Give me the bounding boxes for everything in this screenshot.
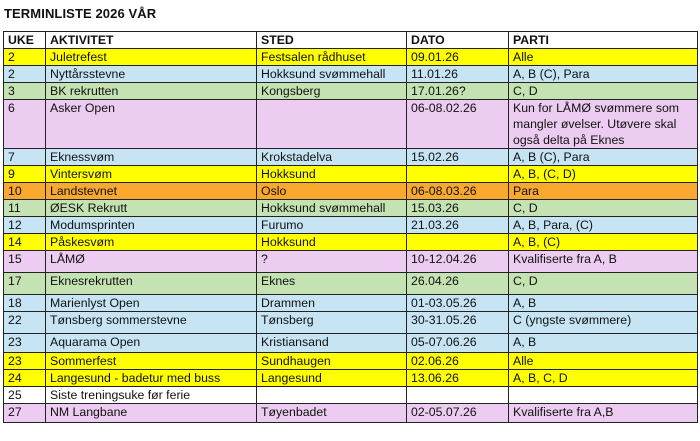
cell-sted: Hokksund (257, 166, 407, 183)
cell-parti: A, B (C), Para (509, 149, 698, 166)
cell-parti: A, B, Para, (C) (509, 217, 698, 234)
cell-aktivitet: Tønsberg sommerstevne (46, 312, 257, 334)
cell-uke: 22 (4, 312, 46, 334)
cell-dato: 26.04.26 (407, 273, 509, 295)
table-row (4, 66, 698, 83)
header-aktivitet: AKTIVITET (46, 32, 257, 49)
cell-dato: 17.01.26? (407, 83, 509, 100)
cell-parti: A, B (C), Para (509, 66, 698, 83)
cell-parti: Kvalifiserte fra A, B (509, 251, 698, 273)
cell-aktivitet: Siste treningsuke før ferie (46, 387, 257, 404)
cell-parti: C, D (509, 83, 698, 100)
cell-dato: 13.06.26 (407, 370, 509, 387)
table-row (4, 273, 698, 295)
cell-sted (257, 100, 407, 149)
cell-uke: 11 (4, 200, 46, 217)
cell-aktivitet: Eknessvøm (46, 149, 257, 166)
cell-sted: Hokksund (257, 234, 407, 251)
cell-parti (509, 387, 698, 404)
cell-uke: 9 (4, 166, 46, 183)
cell-parti: A, B (509, 295, 698, 312)
cell-dato (407, 166, 509, 183)
cell-aktivitet: LÅMØ (46, 251, 257, 273)
cell-sted: Langesund (257, 370, 407, 387)
cell-uke: 14 (4, 234, 46, 251)
cell-sted: Tønsberg (257, 312, 407, 334)
cell-dato: 01-03.05.26 (407, 295, 509, 312)
cell-aktivitet: Eknesrekrutten (46, 273, 257, 295)
cell-sted: Krokstadelva (257, 149, 407, 166)
table-row (4, 166, 698, 183)
cell-uke: 23 (4, 334, 46, 353)
cell-uke: 2 (4, 49, 46, 66)
cell-aktivitet: ØESK Rekrutt (46, 200, 257, 217)
cell-aktivitet: Landstevnet (46, 183, 257, 200)
cell-parti: A, B (509, 334, 698, 353)
cell-aktivitet: Nyttårsstevne (46, 66, 257, 83)
cell-sted: Kristiansand (257, 334, 407, 353)
table-row (4, 183, 698, 200)
cell-sted: Hokksund svømmehall (257, 200, 407, 217)
cell-aktivitet: Modumsprinten (46, 217, 257, 234)
cell-uke: 25 (4, 387, 46, 404)
cell-parti: Alle (509, 49, 698, 66)
cell-aktivitet: Påskesvøm (46, 234, 257, 251)
schedule-table (3, 31, 698, 423)
table-row (4, 234, 698, 251)
table-row (4, 100, 698, 149)
cell-parti: C, D (509, 200, 698, 217)
table-row (4, 217, 698, 234)
cell-parti: A, B, (C, D) (509, 166, 698, 183)
table-row (4, 251, 698, 273)
cell-dato: 09.01.26 (407, 49, 509, 66)
table-row (4, 387, 698, 404)
table-row (4, 353, 698, 370)
cell-aktivitet: NM Langbane (46, 404, 257, 423)
cell-sted: Hokksund svømmehall (257, 66, 407, 83)
cell-sted: Drammen (257, 295, 407, 312)
table-row (4, 334, 698, 353)
page-title: TERMINLISTE 2026 VÅR (4, 6, 157, 21)
cell-uke: 17 (4, 273, 46, 295)
cell-uke: 12 (4, 217, 46, 234)
cell-uke: 27 (4, 404, 46, 423)
cell-aktivitet: Sommerfest (46, 353, 257, 370)
cell-sted: Tøyenbadet (257, 404, 407, 423)
header-parti: PARTI (509, 32, 698, 49)
cell-parti: C (yngste svømmere) (509, 312, 698, 334)
table-row (4, 200, 698, 217)
cell-sted (257, 387, 407, 404)
table-row (4, 149, 698, 166)
table-row (4, 312, 698, 334)
cell-sted: ? (257, 251, 407, 273)
cell-uke: 3 (4, 83, 46, 100)
table-row (4, 370, 698, 387)
cell-aktivitet: Marienlyst Open (46, 295, 257, 312)
cell-aktivitet: Vintersvøm (46, 166, 257, 183)
cell-uke: 2 (4, 66, 46, 83)
cell-uke: 23 (4, 353, 46, 370)
table-header-row (4, 32, 698, 49)
cell-dato: 06-08.02.26 (407, 100, 509, 149)
cell-parti: C, D (509, 273, 698, 295)
header-dato: DATO (407, 32, 509, 49)
cell-dato: 02.06.26 (407, 353, 509, 370)
cell-uke: 24 (4, 370, 46, 387)
cell-dato: 30-31.05.26 (407, 312, 509, 334)
cell-sted: Furumo (257, 217, 407, 234)
cell-sted: Kongsberg (257, 83, 407, 100)
cell-parti: A, B, (C) (509, 234, 698, 251)
cell-uke: 7 (4, 149, 46, 166)
cell-parti: Kun for LÅMØ svømmere som mangler øvelser. Utøvere skal også delta på Eknes (509, 100, 698, 149)
cell-parti: A, B, C, D (509, 370, 698, 387)
cell-uke: 6 (4, 100, 46, 149)
header-sted: STED (257, 32, 407, 49)
cell-aktivitet: Aquarama Open (46, 334, 257, 353)
cell-aktivitet: Langesund - badetur med buss (46, 370, 257, 387)
cell-dato (407, 234, 509, 251)
cell-dato: 15.02.26 (407, 149, 509, 166)
cell-dato: 11.01.26 (407, 66, 509, 83)
cell-sted: Sundhaugen (257, 353, 407, 370)
cell-dato: 06-08.03.26 (407, 183, 509, 200)
cell-sted: Festsalen rådhuset (257, 49, 407, 66)
cell-uke: 18 (4, 295, 46, 312)
cell-parti: Para (509, 183, 698, 200)
table-row (4, 83, 698, 100)
table-row (4, 295, 698, 312)
cell-aktivitet: Juletrefest (46, 49, 257, 66)
cell-parti: Kvalifiserte fra A,B (509, 404, 698, 423)
cell-uke: 15 (4, 251, 46, 273)
cell-dato (407, 387, 509, 404)
cell-aktivitet: Asker Open (46, 100, 257, 149)
cell-dato: 05-07.06.26 (407, 334, 509, 353)
cell-aktivitet: BK rekrutten (46, 83, 257, 100)
cell-sted: Eknes (257, 273, 407, 295)
cell-dato: 02-05.07.26 (407, 404, 509, 423)
table-row (4, 404, 698, 423)
cell-dato: 10-12.04.26 (407, 251, 509, 273)
table-row (4, 49, 698, 66)
cell-parti: Alle (509, 353, 698, 370)
header-uke: UKE (4, 32, 46, 49)
cell-dato: 15.03.26 (407, 200, 509, 217)
cell-uke: 10 (4, 183, 46, 200)
cell-dato: 21.03.26 (407, 217, 509, 234)
cell-sted: Oslo (257, 183, 407, 200)
